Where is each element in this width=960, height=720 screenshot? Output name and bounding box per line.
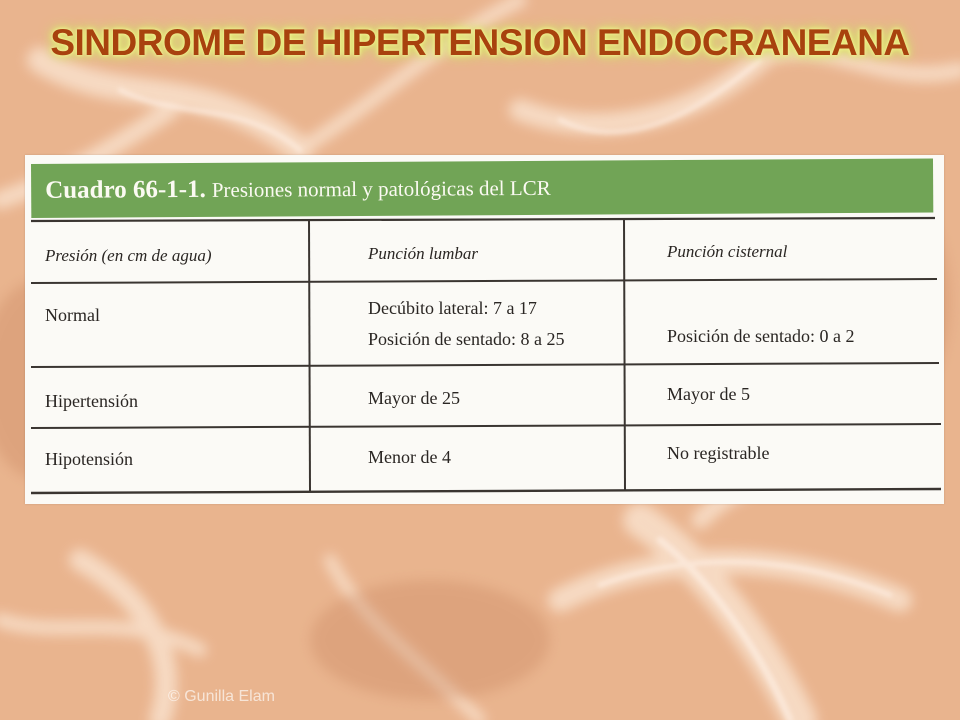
row-label-normal: Normal [45,305,100,325]
hypertension-lumbar: Mayor de 25 [368,388,460,408]
table-caption-number: Cuadro 66-1-1. [45,175,206,204]
row-label-hypotension: Hipotensión [45,449,133,469]
hypotension-cisternal: No registrable [667,443,770,463]
copyright-watermark: © Gunilla Elam [168,688,275,705]
pressure-table [25,155,944,504]
normal-cisternal: Posición de sentado: 0 a 2 [667,326,855,346]
header-cisternal: Punción cisternal [667,242,788,261]
row-label-hypertension: Hipertensión [45,391,138,411]
slide-title: SINDROME DE HIPERTENSION ENDOCRANEANA [50,22,910,63]
hypotension-lumbar: Menor de 4 [368,447,451,467]
hypertension-cisternal: Mayor de 5 [667,384,750,404]
normal-lumbar-line-1: Decúbito lateral: 7 a 17 [368,298,537,318]
header-pressure: Presión (en cm de agua) [45,246,212,265]
normal-lumbar-line-2: Posición de sentado: 8 a 25 [368,329,565,349]
header-lumbar: Punción lumbar [368,244,479,263]
table-caption-text: Presiones normal y patológicas del LCR [211,175,551,202]
